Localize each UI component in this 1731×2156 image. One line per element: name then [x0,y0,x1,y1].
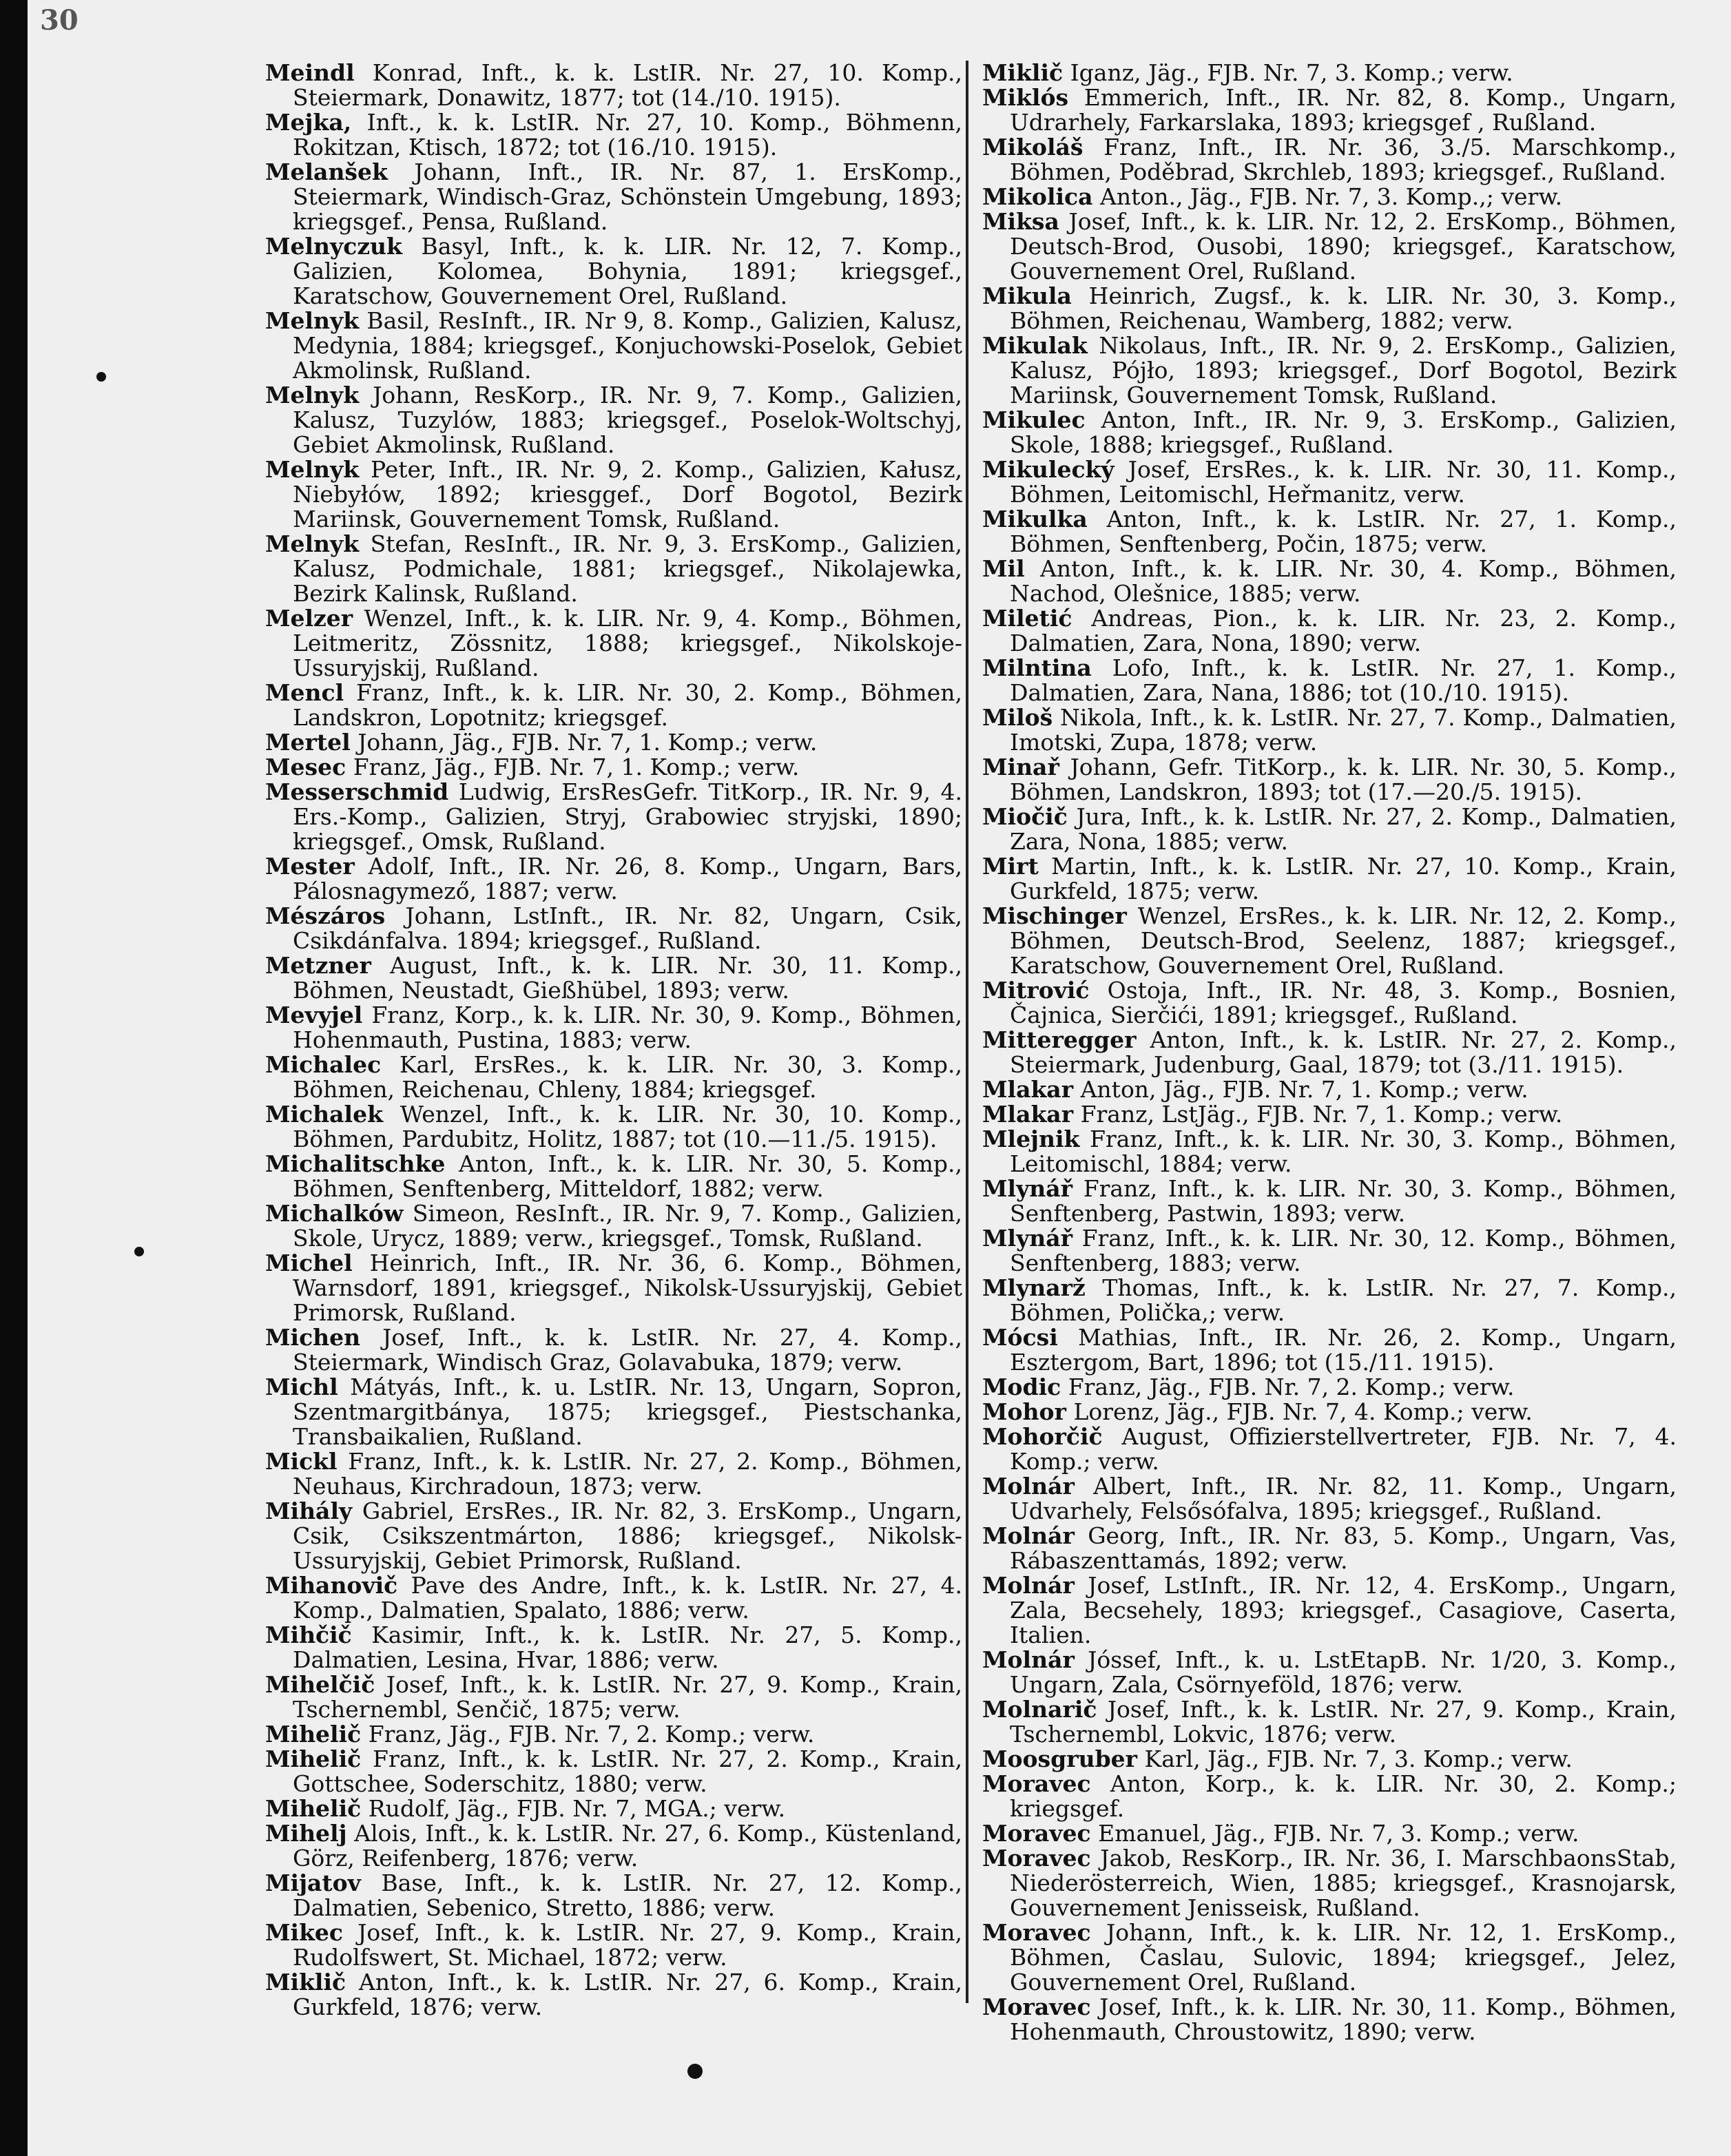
entry-details: Gabriel, ErsRes., IR. Nr. 82, 3. ErsKomp., Ungarn, Csik, Csikszentmárton, 1886; kriegsgef., Nikolsk-Ussuryjskij, Gebiet Primorsk, Rußland. [293,1497,962,1574]
entry-surname: Mihelič [265,1745,362,1772]
register-entry [982,1772,1677,1821]
entry-surname: Molnár [982,1522,1075,1549]
entry-details: Johann, Gefr. TitKorp., k. k. LIR. Nr. 30, 5. Komp., Böhmen, Landskron, 1893; tot (17.—20./5. 1915). [1010,754,1677,805]
entry-surname: Mlejnik [982,1126,1080,1152]
entry-details: Karl, ErsRes., k. k. LIR. Nr. 30, 3. Komp., Böhmen, Reichenau, Chleny, 1884; kriegsgef. [293,1051,962,1103]
register-entry [982,1573,1677,1648]
entry-details: Stefan, ResInft., IR. Nr. 9, 3. ErsKomp., Galizien, Kalusz, Podmichale, 1881; kriegsgef., Nikolajewka, Bezirk Kalinsk, Rußland. [293,530,962,607]
entry-details: Heinrich, Inft., IR. Nr. 36, 6. Komp., Böhmen, Warnsdorf, 1891, kriegsgef., Nikolsk-Ussuryjskij, Gebiet Primorsk, Rußland. [293,1250,962,1326]
register-entry [982,1400,1677,1424]
register-entry [265,854,962,904]
entry-details: Peter, Inft., IR. Nr. 9, 2. Komp., Galizien, Kałusz, Niebyłów, 1892; kriesggef., Dorf Bogotol, Bezirk Mariinsk, Gouvernement Tomsk, Rußland. [293,456,962,532]
register-entry [982,1424,1677,1474]
entry-details: Wenzel, ErsRes., k. k. LIR. Nr. 12, 2. Komp., Böhmen, Deutsch-Brod, Seelenz, 1887; kriegsgef., Karatschow, Gouvernement Orel, Rußland. [1010,902,1677,979]
entry-details: Martin, Inft., k. k. LstIR. Nr. 27, 10. Komp., Krain, Gurkfeld, 1875; verw. [1010,853,1677,904]
entry-surname: Moosgruber [982,1745,1138,1772]
entry-details: Josef, Inft., k. k. LstIR. Nr. 27, 9. Komp., Krain, Tschernembl, Lokvic, 1876; verw. [1010,1696,1677,1748]
register-entry [982,557,1677,606]
register-entry [982,1226,1677,1276]
entry-surname: Mlynář [982,1175,1073,1202]
entry-surname: Milntina [982,654,1092,681]
register-entry [982,507,1677,557]
entry-details: Josef, Inft., k. k. LIR. Nr. 30, 11. Komp., Böhmen, Hohenmauth, Chroustowitz, 1890; verw. [1010,1993,1677,2045]
ink-speck [687,2064,703,2079]
entry-surname: Mischinger [982,902,1127,929]
register-entry [982,656,1677,705]
register-entry [265,61,962,110]
register-entry [982,1375,1677,1400]
entry-surname: Mihelič [265,1721,362,1748]
register-entry [265,1499,962,1573]
entry-details: Rudolf, Jäg., FJB. Nr. 7, MGA.; verw. [368,1795,786,1822]
register-entry [265,383,962,457]
entry-surname: Mickl [265,1448,338,1475]
register-entry [982,1995,1677,2044]
entry-surname: Metzner [265,952,371,979]
register-entry [982,904,1677,978]
entry-details: Anton., Jäg., FJB. Nr. 7, 3. Komp.,; verw. [1100,183,1563,210]
entry-details: Franz, Inft., k. k. LstIR. Nr. 27, 2. Komp., Böhmen, Neuhaus, Kirchradoun, 1873; verw. [293,1448,962,1500]
entry-details: Franz, Inft., IR. Nr. 36, 3./5. Marschkomp., Böhmen, Poděbrad, Skrchleb, 1893; kriegsgef., Rußland. [1010,134,1677,185]
entry-details: Johann, LstInft., IR. Nr. 82, Ungarn, Csik, Csikdánfalva. 1894; kriegsgef., Rußland. [293,902,962,954]
ink-speck [96,372,106,382]
register-entry [265,457,962,532]
entry-surname: Mikulecký [982,456,1115,483]
register-entry [982,1325,1677,1375]
entry-surname: Mejka, [265,109,352,136]
entry-surname: Michalek [265,1101,383,1128]
entry-surname: Michalec [265,1051,382,1078]
entry-details: Anton, Inft., k. k. LstIR. Nr. 27, 2. Komp., Steiermark, Judenburg, Gaal, 1879; tot (3./11. 1915). [1010,1026,1677,1078]
entry-surname: Mesec [265,754,346,780]
entry-details: Lorenz, Jäg., FJB. Nr. 7, 4. Komp.; verw. [1073,1398,1533,1425]
entry-surname: Mikulec [982,406,1086,433]
entry-details: Adolf, Inft., IR. Nr. 26, 8. Komp., Ungarn, Bars, Pálosnagymező, 1887; verw. [293,853,962,904]
entry-details: Thomas, Inft., k. k. LstIR. Nr. 27, 7. Komp., Böhmen, Polička,; verw. [1010,1274,1677,1326]
register-entry [982,1821,1677,1846]
register-entry [265,1325,962,1375]
entry-surname: Melnyczuk [265,233,402,260]
page-sheet [28,0,1731,2156]
entry-surname: Moravec [982,1845,1091,1872]
register-entry [265,1251,962,1325]
entry-details: Georg, Inft., IR. Nr. 83, 5. Komp., Ungarn, Vas, Rábaszenttamás, 1892; verw. [1010,1522,1677,1574]
entry-surname: Miklič [265,1969,346,1996]
entry-surname: Mitrović [982,977,1090,1004]
entry-details: Franz, Korp., k. k. LIR. Nr. 30, 9. Komp., Böhmen, Hohenmauth, Pustina, 1883; verw. [293,1002,962,1053]
entry-details: Johann, Inft., k. k. LIR. Nr. 12, 1. ErsKomp., Böhmen, Časlau, Sulovic, 1894; kriegsgef., Jelez, Gouvernement Orel, Rußland. [1010,1919,1677,1996]
entry-surname: Moravec [982,1770,1091,1797]
entry-details: Johann, Jäg., FJB. Nr. 7, 1. Komp.; verw. [357,729,818,756]
entry-surname: Miočič [982,803,1068,830]
register-entry [982,1127,1677,1177]
register-entry [982,1697,1677,1747]
register-entry [982,284,1677,333]
register-entry [982,1077,1677,1102]
entry-surname: Melnyk [265,456,360,483]
register-entry [982,333,1677,408]
register-entry [265,1672,962,1722]
entry-surname: Molnár [982,1646,1075,1673]
entry-surname: Melzer [265,605,353,632]
entry-details: Josef, Inft., k. k. LstIR. Nr. 27, 4. Komp., Steiermark, Windisch Graz, Golavabuka, 1879; verw. [293,1324,962,1376]
entry-details: Franz, Inft., k. k. LIR. Nr. 30, 12. Komp., Böhmen, Senftenberg, 1883; verw. [1010,1225,1677,1276]
entry-surname: Michl [265,1374,338,1400]
entry-details: Mátyás, Inft., k. u. LstIR. Nr. 13, Ungarn, Sopron, Szentmargitbánya, 1875; kriegsgef., Piestschanka, Transbaikalien, Rußland. [293,1374,962,1450]
entry-surname: Michalków [265,1200,404,1227]
entry-details: Heinrich, Zugsf., k. k. LIR. Nr. 30, 3. Komp., Böhmen, Reichenau, Wamberg, 1882; verw. [1010,282,1677,334]
entry-surname: Mihály [265,1497,353,1524]
entry-details: Anton, Jäg., FJB. Nr. 7, 1. Komp.; verw. [1080,1076,1528,1103]
register-entry [982,805,1677,854]
register-entry [982,457,1677,507]
entry-details: Nikola, Inft., k. k. LstIR. Nr. 27, 7. Komp., Dalmatien, Imotski, Zupa, 1878; verw. [1010,704,1677,756]
entry-details: Basil, ResInft., IR. Nr 9, 8. Komp., Galizien, Kalusz, Medynia, 1884; kriegsgef., Konjuchowski-Poselok, Gebiet Akmolinsk, Rußland. [293,307,962,384]
entry-surname: Mil [982,555,1025,582]
register-entry [982,755,1677,805]
ink-speck [134,1247,144,1256]
entry-details: Franz, LstJäg., FJB. Nr. 7, 1. Komp.; verw. [1080,1101,1563,1128]
entry-surname: Mlakar [982,1101,1074,1128]
entry-surname: Melnyk [265,307,360,334]
entry-details: Iganz, Jäg., FJB. Nr. 7, 3. Komp.; verw. [1070,59,1513,86]
entry-surname: Mihelič [265,1795,362,1822]
entry-details: Anton, Korp., k. k. LIR. Nr. 30, 2. Komp.; kriegsgef. [1010,1770,1677,1822]
column-divider [966,61,968,2003]
register-entry [265,606,962,681]
register-entry [982,978,1677,1028]
register-entry [982,1177,1677,1226]
entry-details: Wenzel, Inft., k. k. LIR. Nr. 30, 10. Komp., Böhmen, Pardubitz, Holitz, 1887; tot (10.—11./5. 1915). [293,1101,962,1152]
entry-surname: Melanšek [265,158,388,185]
left-column [265,61,962,2020]
entry-surname: Mirt [982,853,1039,880]
register-entry [982,1524,1677,1573]
entry-details: Franz, Inft., k. k. LIR. Nr. 30, 3. Komp., Böhmen, Senftenberg, Pastwin, 1893; verw. [1010,1175,1677,1227]
entry-details: Franz, Jäg., FJB. Nr. 7, 2. Komp.; verw. [1068,1374,1515,1400]
entry-surname: Miletić [982,605,1072,632]
register-entry [265,730,962,755]
entry-surname: Mikolica [982,183,1093,210]
entry-surname: Mihanovič [265,1572,398,1599]
register-entry [982,209,1677,284]
entry-surname: Mencl [265,679,344,706]
register-entry [982,705,1677,755]
entry-details: Franz, Inft., k. k. LstIR. Nr. 27, 2. Komp., Krain, Gottschee, Soderschitz, 1880; verw. [293,1745,962,1797]
entry-details: Pave des Andre, Inft., k. k. LstIR. Nr. 27, 4. Komp., Dalmatien, Spalato, 1886; verw. [293,1572,962,1624]
entry-surname: Mertel [265,729,351,756]
entry-details: Franz, Inft., k. k. LIR. Nr. 30, 2. Komp., Böhmen, Landskron, Lopotnitz; kriegsgef. [293,679,962,731]
entry-details: Josef, LstInft., IR. Nr. 12, 4. ErsKomp., Ungarn, Zala, Becsehely, 1893; kriegsgef., Casagiove, Caserta, Italien. [1010,1572,1677,1648]
entry-surname: Mevyjel [265,1002,363,1028]
right-column [982,61,1677,2044]
entry-details: Ostoja, Inft., IR. Nr. 48, 3. Komp., Bosnien, Čajnica, Sierčići, 1891; kriegsgef., Rußland. [1010,977,1677,1028]
register-entry [982,408,1677,457]
register-entry [265,160,962,234]
entry-details: Josef, Inft., k. k. LIR. Nr. 12, 2. ErsKomp., Böhmen, Deutsch-Brod, Ousobi, 1890; kriegsgef., Karatschow, Gouvernement Orel, Rußland. [1010,208,1677,284]
entry-surname: Mohorčič [982,1423,1103,1450]
register-entry [265,234,962,309]
register-entry [265,1970,962,2020]
entry-surname: Mikulak [982,332,1088,359]
entry-details: Josef, Inft., k. k. LstIR. Nr. 27, 9. Komp., Krain, Rudolfswert, St. Michael, 1872; verw. [293,1919,962,1971]
entry-details: Franz, Inft., k. k. LIR. Nr. 30, 3. Komp., Böhmen, Leitomischl, 1884; verw. [1010,1126,1677,1177]
entry-surname: Miklič [982,59,1064,86]
entry-details: Kasimir, Inft., k. k. LstIR. Nr. 27, 5. Komp., Dalmatien, Lesina, Hvar, 1886; verw. [293,1621,962,1673]
register-entry [265,1201,962,1251]
register-entry [265,1003,962,1053]
register-entry [982,185,1677,209]
entry-surname: Miklós [982,84,1069,111]
register-entry [265,1152,962,1201]
entry-details: Inft., k. k. LstIR. Nr. 27, 10. Komp., Böhmenn, Rokitzan, Ktisch, 1872; tot (16./10. 1915). [293,109,962,160]
register-entry [265,1920,962,1970]
entry-details: Karl, Jäg., FJB. Nr. 7, 3. Komp.; verw. [1144,1745,1573,1772]
entry-surname: Moravec [982,1820,1091,1847]
register-entry [265,780,962,854]
entry-details: Ludwig, ErsResGefr. TitKorp., IR. Nr. 9, 4. Ers.-Komp., Galizien, Stryj, Grabowiec stryjski, 1890; kriegsgef., Omsk, Rußland. [293,778,962,855]
entry-details: Franz, Jäg., FJB. Nr. 7, 1. Komp.; verw. [353,754,800,780]
entry-surname: Michel [265,1250,353,1276]
entry-surname: Moravec [982,1919,1091,1946]
register-entry [982,1846,1677,1920]
entry-surname: Mlakar [982,1076,1074,1103]
register-entry [265,1102,962,1152]
entry-surname: Molnarič [982,1696,1097,1723]
entry-details: Alois, Inft., k. k. LstIR. Nr. 27, 6. Komp., Küstenland, Görz, Reifenberg, 1876; verw. [293,1820,962,1872]
entry-details: Wenzel, Inft., k. k. LIR. Nr. 9, 4. Komp., Böhmen, Leitmeritz, Zössnitz, 1888; kriegsgef., Nikolskoje-Ussuryjskij, Rußland. [293,605,962,681]
entry-details: Anton, Inft., k. k. LstIR. Nr. 27, 1. Komp., Böhmen, Senftenberg, Počin, 1875; verw. [1010,506,1677,557]
register-entry [982,1474,1677,1524]
entry-details: August, Offizierstellvertreter, FJB. Nr. 7, 4. Komp.; verw. [1010,1423,1677,1475]
entry-details: Jakob, ResKorp., IR. Nr. 36, I. MarschbaonsStab, Niederösterreich, Wien, 1885; kriegsgef., Krasnojarsk, Gouvernement Jenisseisk, Rußland. [1010,1845,1677,1921]
entry-details: Andreas, Pion., k. k. LIR. Nr. 23, 2. Komp., Dalmatien, Zara, Nona, 1890; verw. [1010,605,1677,656]
page-number: 30 [40,4,79,37]
entry-details: Albert, Inft., IR. Nr. 82, 11. Komp., Ungarn, Udvarhely, Felsősófalva, 1895; kriegsgef., Rußland. [1010,1473,1677,1524]
register-entry [982,1276,1677,1325]
register-entry [265,1449,962,1499]
register-entry [265,953,962,1003]
entry-surname: Modic [982,1374,1061,1400]
register-entry [982,1920,1677,1995]
entry-details: August, Inft., k. k. LIR. Nr. 30, 11. Komp., Böhmen, Neustadt, Gießhübel, 1893; verw. [293,952,962,1004]
entry-surname: Mlynář [982,1225,1073,1252]
register-entry [265,755,962,780]
entry-surname: Mitteregger [982,1026,1137,1053]
entry-details: Anton, Inft., k. k. LIR. Nr. 30, 5. Komp., Böhmen, Senftenberg, Mitteldorf, 1882; verw. [293,1150,962,1202]
register-entry [265,1796,962,1821]
entry-surname: Mijatov [265,1869,361,1896]
entry-details: Emanuel, Jäg., FJB. Nr. 7, 3. Komp.; verw. [1098,1820,1579,1847]
entry-surname: Mócsi [982,1324,1058,1351]
entry-surname: Mikoláš [982,134,1084,160]
entry-details: Anton, Inft., IR. Nr. 9, 3. ErsKomp., Galizien, Skole, 1888; kriegsgef., Rußland. [1010,406,1677,458]
entry-details: Anton, Inft., k. k. LstIR. Nr. 27, 6. Komp., Krain, Gurkfeld, 1876; verw. [293,1969,962,2020]
entry-details: Johann, ResKorp., IR. Nr. 9, 7. Komp., Galizien, Kalusz, Tuzylów, 1883; kriegsgef., Poselok-Woltschyj, Gebiet Akmolinsk, Rußland. [293,382,962,458]
entry-surname: Mikec [265,1919,344,1946]
register-entry [982,85,1677,135]
register-entry [265,1871,962,1920]
register-entry [982,1028,1677,1077]
register-entry [982,854,1677,904]
entry-surname: Mihelčič [265,1671,375,1698]
register-entry [265,904,962,953]
entry-surname: Melnyk [265,530,360,557]
register-entry [265,1053,962,1102]
register-entry [265,1747,962,1796]
entry-surname: Mester [265,853,355,880]
entry-surname: Minař [982,754,1059,780]
entry-details: Johann, Inft., IR. Nr. 87, 1. ErsKomp., Steiermark, Windisch-Graz, Schönstein Umgebung, 1893; kriegsgef., Pensa, Rußland. [293,158,962,235]
register-entry [265,1821,962,1871]
entry-details: Emmerich, Inft., IR. Nr. 82, 8. Komp., Ungarn, Udrarhely, Farkarslaka, 1893; kriegsgef , Rußland. [1010,84,1677,136]
entry-surname: Miloš [982,704,1053,731]
register-entry [265,1375,962,1449]
entry-surname: Molnár [982,1572,1075,1599]
entry-details: Simeon, ResInft., IR. Nr. 9, 7. Komp., Galizien, Skole, Urycz, 1889; verw., kriegsgef., Tomsk, Rußland. [293,1200,962,1252]
entry-details: Anton, Inft., k. k. LIR. Nr. 30, 4. Komp., Böhmen, Nachod, Olešnice, 1885; verw. [1010,555,1677,607]
register-entry [265,110,962,160]
register-entry [265,532,962,606]
entry-details: Jóssef, Inft., k. u. LstEtapB. Nr. 1/20, 3. Komp., Ungarn, Zala, Csörnyeföld, 1876; verw. [1010,1646,1677,1698]
entry-surname: Melnyk [265,382,360,408]
register-entry [265,1722,962,1747]
entry-details: Konrad, Inft., k. k. LstIR. Nr. 27, 10. Komp., Steiermark, Donawitz, 1877; tot (14./10. 1915). [293,59,962,111]
entry-surname: Moravec [982,1993,1091,2020]
entry-surname: Mikulka [982,506,1088,532]
register-entry [982,1648,1677,1697]
entry-surname: Michalitschke [265,1150,446,1177]
entry-surname: Molnár [982,1473,1075,1500]
entry-details: Mathias, Inft., IR. Nr. 26, 2. Komp., Ungarn, Esztergom, Bart, 1896; tot (15./11. 1915). [1010,1324,1677,1376]
register-entry [265,1623,962,1672]
entry-details: Josef, ErsRes., k. k. LIR. Nr. 30, 11. Komp., Böhmen, Leitomischl, Heřmanitz, verw. [1010,456,1677,508]
register-entry [265,1573,962,1623]
register-entry [982,606,1677,656]
register-entry [265,309,962,383]
entry-surname: Michen [265,1324,361,1351]
entry-surname: Mészáros [265,902,386,929]
register-entry [982,1102,1677,1127]
entry-details: Basyl, Inft., k. k. LIR. Nr. 12, 7. Komp., Galizien, Kolomea, Bohynia, 1891; kriegsgef., Karatschow, Gouvernement Orel, Rußland. [293,233,962,309]
entry-details: Franz, Jäg., FJB. Nr. 7, 2. Komp.; verw. [368,1721,815,1748]
entry-surname: Mohor [982,1398,1066,1425]
register-entry [982,135,1677,185]
register-entry [265,681,962,730]
entry-surname: Meindl [265,59,355,86]
entry-details: Josef, Inft., k. k. LstIR. Nr. 27, 9. Komp., Krain, Tschernembl, Senčič, 1875; verw. [293,1671,962,1723]
entry-details: Base, Inft., k. k. LstIR. Nr. 27, 12. Komp., Dalmatien, Sebenico, Stretto, 1886; verw. [293,1869,962,1921]
entry-details: Nikolaus, Inft., IR. Nr. 9, 2. ErsKomp., Galizien, Kalusz, Pójło, 1893; kriegsgef., Dorf Bogotol, Bezirk Mariinsk, Gouvernement Tomsk, Rußland. [1010,332,1677,408]
register-entry [982,61,1677,85]
entry-surname: Mlynarž [982,1274,1086,1301]
entry-details: Jura, Inft., k. k. LstIR. Nr. 27, 2. Komp., Dalmatien, Zara, Nona, 1885; verw. [1010,803,1677,855]
entry-surname: Mihčič [265,1621,352,1648]
entry-surname: Messerschmid [265,778,449,805]
entry-surname: Miksa [982,208,1059,235]
entry-surname: Mihelj [265,1820,347,1847]
register-entry [982,1747,1677,1772]
entry-surname: Mikula [982,282,1072,309]
entry-details: Lofo, Inft., k. k. LstIR. Nr. 27, 1. Komp., Dalmatien, Zara, Nana, 1886; tot (10./10. 1915). [1010,654,1677,706]
